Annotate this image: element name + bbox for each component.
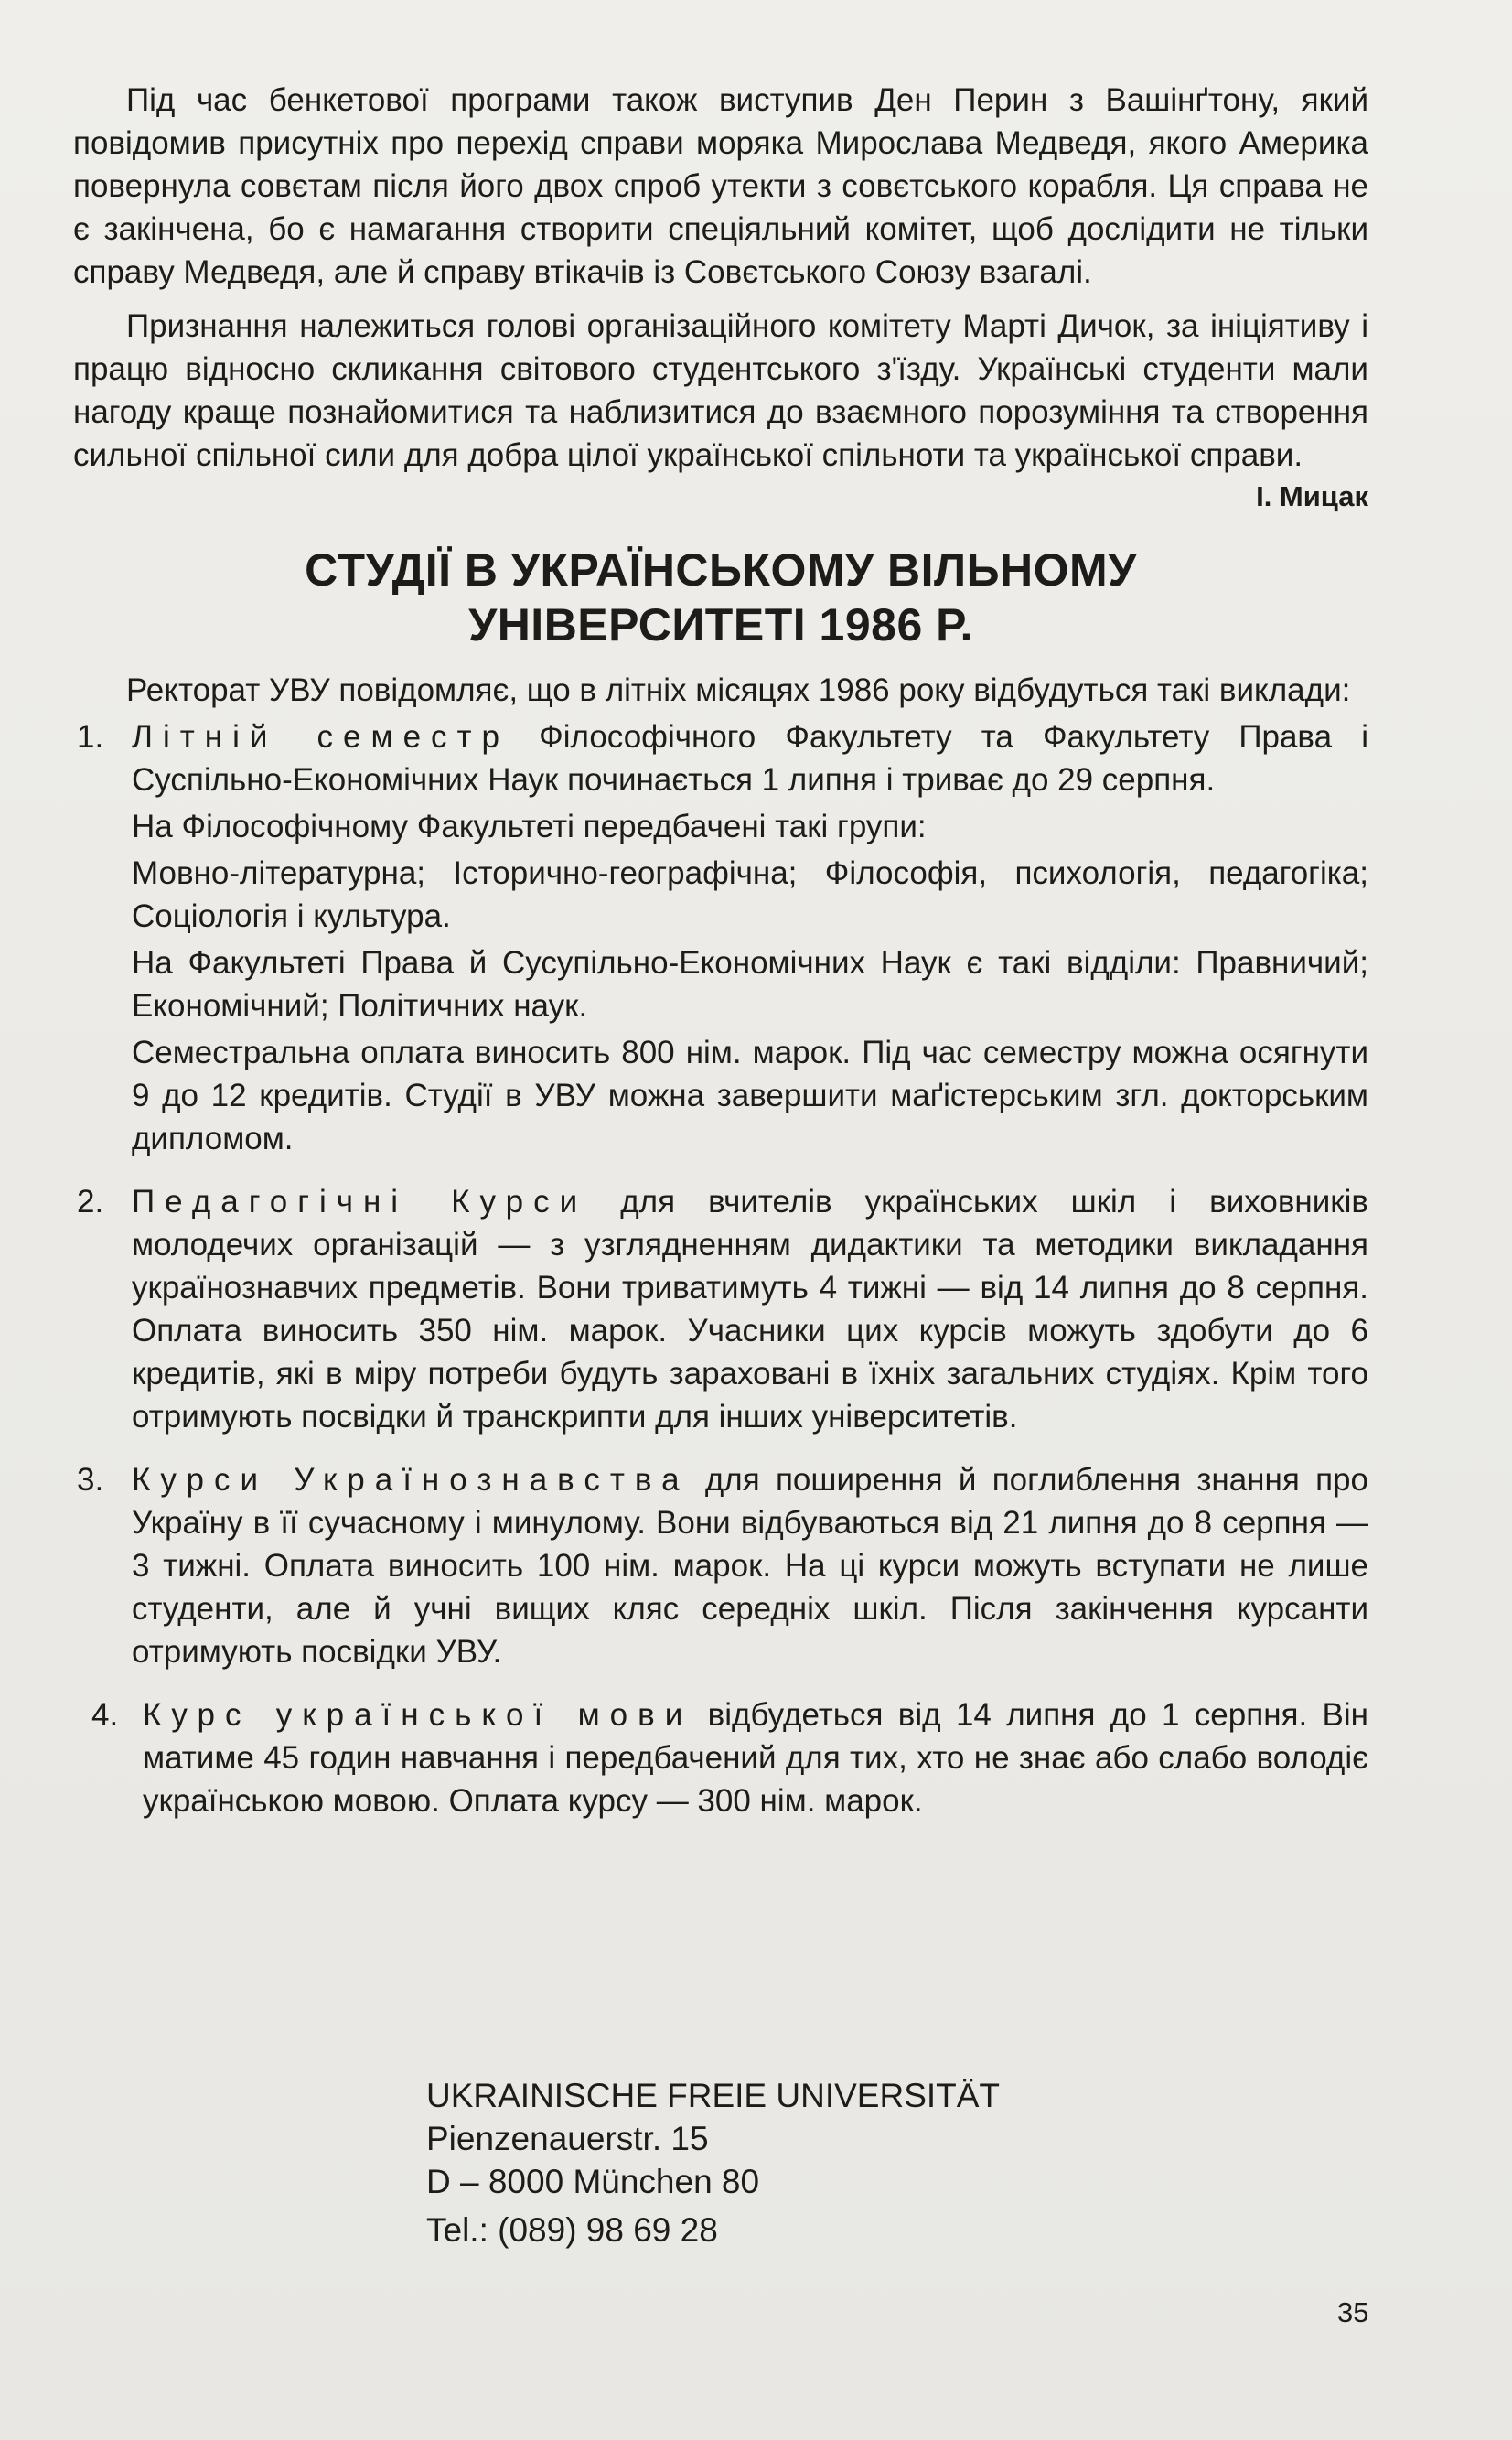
article-heading — [73, 543, 1368, 652]
list-item-subparagraph: Мовно-літературна; Історично-географічна; Філософія, психологія, педагогіка; Соціологія і культура. — [132, 855, 1368, 934]
university-address — [426, 2074, 1000, 2252]
article-body — [73, 79, 1368, 1822]
list-item-body — [132, 1180, 1368, 1438]
address-city: D – 8000 München 80 — [426, 2163, 760, 2200]
address-name: UKRAINISCHE FREIE UNIVERSITÄT — [426, 2077, 1001, 2114]
paragraph-banquet-program: Під час бенкетової програми також виступив Ден Перин з Вашінґтону, який повідомив присутніх про перехід справи моряка Мирослава Медведя, якого Америка повернула совєтам після його двох спроб утекти з совєтського корабля. Ця справа не є закінчена, бо є намагання створити спеціяльний комітет, щоб дослідити не тільки справу Медведя, але й справу втікачів із Совєтського Союзу взагалі. — [73, 82, 1368, 290]
list-item-title: Курси Українознавства — [132, 1462, 690, 1498]
page-number: 35 — [1337, 2296, 1369, 2328]
list-item-title: Педагогічні Курси — [132, 1184, 588, 1220]
list-item-number: 4. — [91, 1697, 119, 1733]
author-signature: І. Мицак — [1256, 480, 1368, 512]
list-item-ukrainian-language-course — [73, 1693, 1368, 1822]
list-item-body — [132, 1458, 1368, 1673]
list-item-title: Літній семестр — [132, 719, 510, 755]
list-item-title: Курс української мови — [143, 1697, 693, 1733]
list-item-ukrainian-studies-courses — [73, 1458, 1368, 1673]
list-item-text: відбудеться від 14 липня до 1 серпня. Він матиме 45 годин навчання і передбачений для тих, хто не знає або слабо володіє українською мовою. Оплата курсу — 300 нім. марок. — [143, 1697, 1368, 1819]
list-item-subparagraph: На Філософічному Факультеті передбачені такі групи: — [132, 809, 927, 844]
paragraph-acknowledgement: Признання належиться голові організаційного комітету Марті Дичок, за ініціятиву і працю відносно скликання світового студентського з'їзду. Українські студенти мали нагоду краще познайомитися та наблизитися до взаємного порозуміння та створення сильної спільної сили для добра цілої української спільноти та української справи. — [73, 308, 1368, 473]
heading-line-2: УНІВЕРСИТЕТІ 1986 Р. — [468, 599, 973, 650]
list-item-text: для поширення й поглиблення знання про Україну в її сучасному і минулому. Вони відбуваються від 21 липня до 8 серпня — 3 тижні. Оплата виносить 100 нім. марок. На ці курси можуть вступати не лише студенти, але й учні вищих кляс середніх шкіл. Після закінчення курсанти отримують посвідки УВУ. — [132, 1462, 1368, 1670]
list-item-number: 1. — [77, 719, 104, 755]
list-item-body — [143, 1693, 1368, 1822]
list-item-subparagraph: На Факультеті Права й Сусупільно-Економічних Наук є такі відділи: Правничий; Економічний; Політичних наук. — [132, 945, 1368, 1024]
list-item-text: для вчителів українських шкіл і виховників молодечих організацій — з узглядненням дидактики та методики викладання українознавчих предметів. Вони триватимуть 4 тижні — від 14 липня до 8 серпня. Оплата виносить 350 нім. марок. Учасники цих курсів можуть здобути до 6 кредитів, які в міру потреби будуть зараховані в їхніх загальних студіях. Крім того отримують посвідки й транскрипти для інших університетів. — [132, 1184, 1368, 1435]
list-item-text: Філософічного Факультету та Факультету Права і Суспільно-Економічних Наук починається 1 липня і триває до 29 серпня. — [132, 719, 1368, 798]
list-item-subparagraph: Семестральна оплата виносить 800 нім. марок. Під час семестру можна осягнути 9 до 12 кредитів. Студії в УВУ можна завершити маґістерським згл. докторським дипломом. — [132, 1035, 1368, 1156]
intro-paragraph: Ректорат УВУ повідомляє, що в літніх місяцях 1986 року відбудуться такі виклади: — [126, 672, 1351, 708]
list-item-number: 3. — [77, 1462, 104, 1498]
list-item-pedagogical-courses — [73, 1180, 1368, 1438]
heading-line-1: СТУДІЇ В УКРАЇНСЬКОМУ ВІЛЬНОМУ — [305, 544, 1137, 596]
list-item-number: 2. — [77, 1184, 104, 1220]
address-phone: Tel.: (089) 98 69 28 — [426, 2211, 718, 2249]
list-item-summer-semester — [73, 715, 1368, 1160]
list-item-body — [132, 715, 1368, 801]
address-street: Pienzenauerstr. 15 — [426, 2120, 709, 2157]
